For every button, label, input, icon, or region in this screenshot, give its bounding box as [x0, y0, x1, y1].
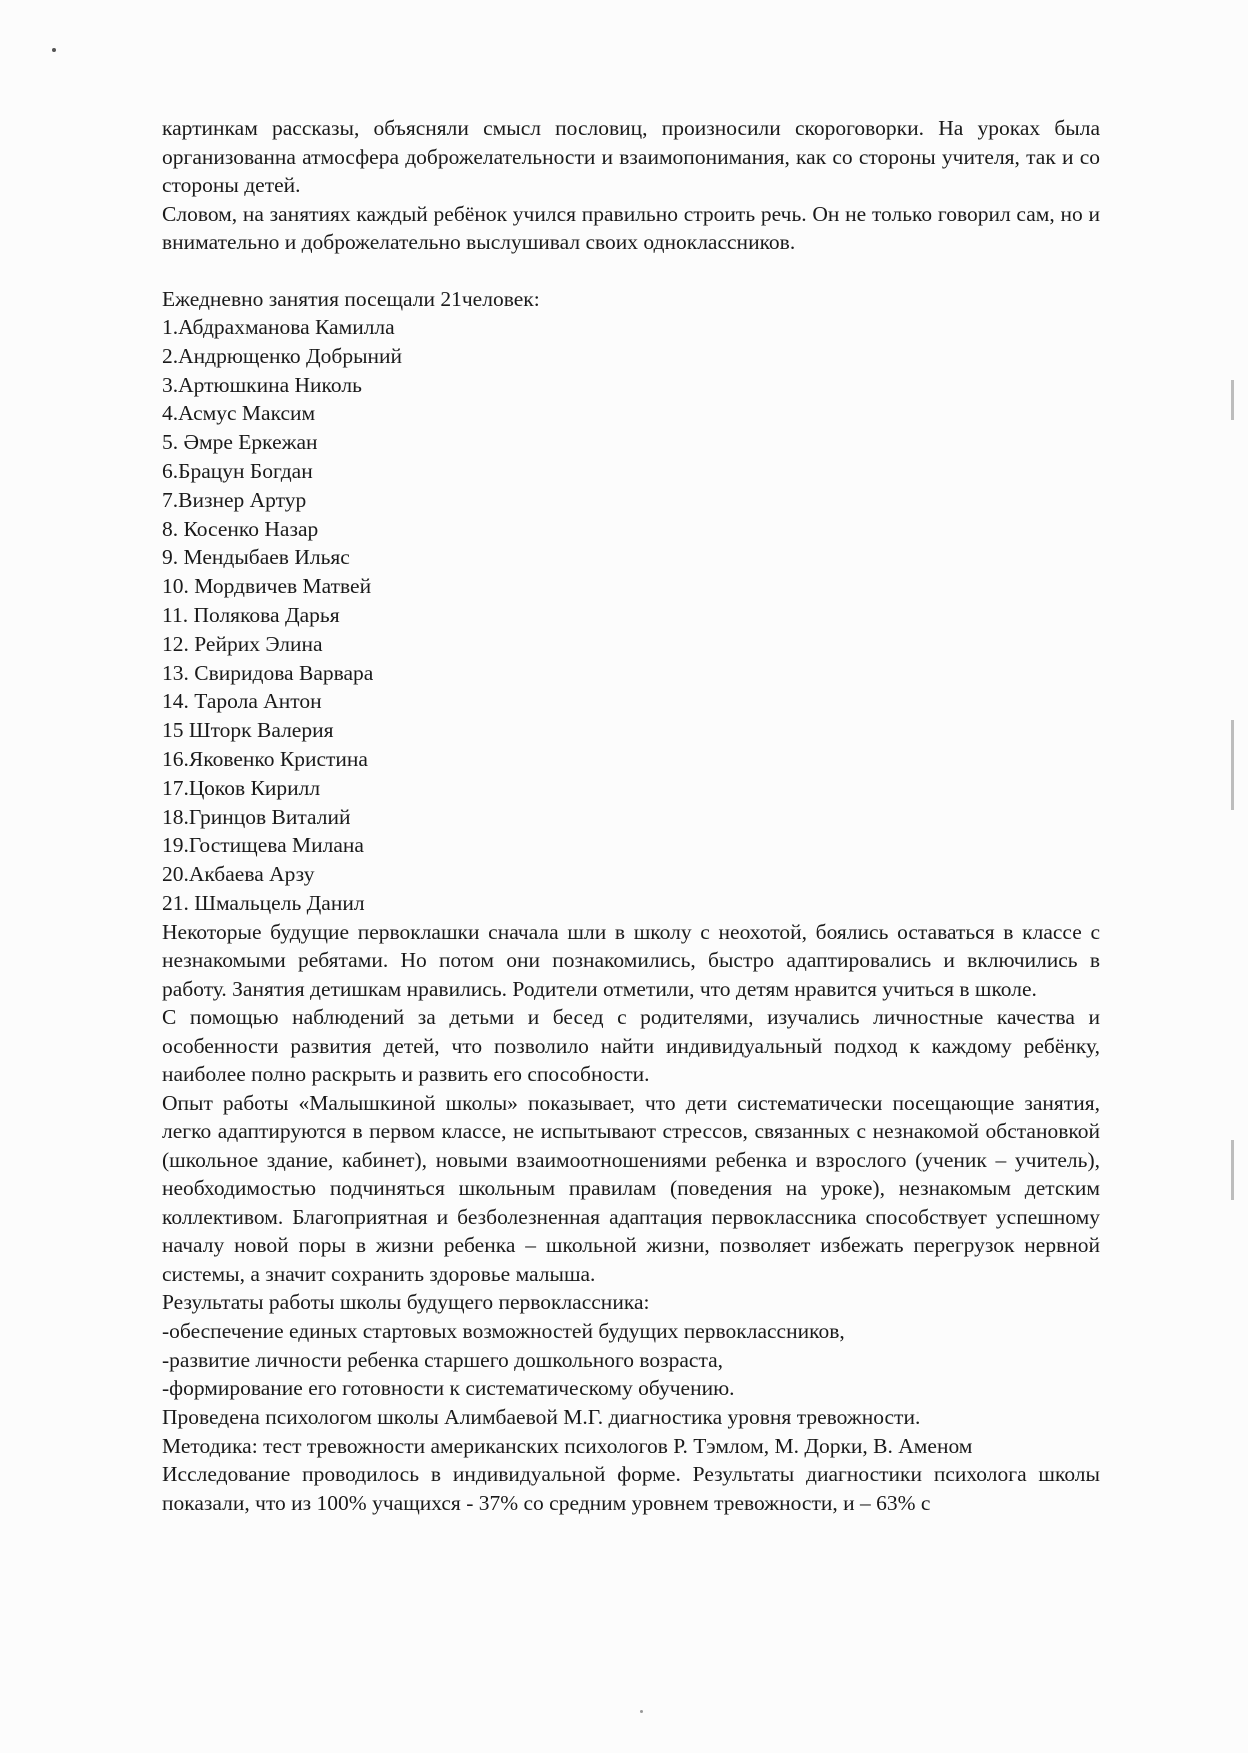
attendance-intro: Ежедневно занятия посещали 21человек: — [162, 286, 540, 311]
scan-edge-mark — [1231, 720, 1234, 810]
paragraph-gap — [162, 257, 1100, 285]
list-item: 21. Шмальцель Данил — [162, 890, 365, 915]
scan-edge-mark — [1231, 1140, 1234, 1200]
list-item: 12. Рейрих Элина — [162, 631, 323, 656]
list-item: -обеспечение единых стартовых возможностей будущих первоклассников, — [162, 1318, 845, 1343]
student-list — [162, 313, 1100, 918]
list-item: 7.Визнер Артур — [162, 487, 307, 512]
list-item: 18.Гринцов Виталий — [162, 804, 351, 829]
list-item: -формирование его готовности к систематическому обучению. — [162, 1376, 735, 1401]
scan-edge-mark — [1231, 380, 1234, 420]
results-list — [162, 1317, 1100, 1403]
list-item: 9. Мендыбаев Ильяс — [162, 545, 350, 570]
list-item: 14. Тарола Антон — [162, 689, 322, 714]
paragraph-intro-2: Словом, на занятиях каждый ребёнок учился правильно строить речь. Он не только говорил сам, но и внимательно и доброжелательно выслушивал своих одноклассников. — [162, 201, 1100, 254]
list-item: 1.Абдрахманова Камилла — [162, 315, 395, 339]
list-item: 15 Шторк Валерия — [162, 718, 334, 743]
list-item: 17.Цоков Кирилл — [162, 775, 321, 800]
list-item: 3.Артюшкина Николь — [162, 372, 362, 397]
paragraph-adaptation: Некоторые будущие первоклашки сначала шли в школу с неохотой, боялись оставаться в классе с незнакомыми ребятами. Но потом они познакомились, быстро адаптировались и включились в работу. Занятия детишкам нравились. Родители отметили, что детям нравится учиться в школе. — [162, 919, 1100, 1001]
list-item: 20.Акбаева Арзу — [162, 862, 315, 887]
paragraph-methodology: Методика: тест тревожности американских психологов Р. Тэмлом, М. Дорки, В. Аменом — [162, 1433, 973, 1458]
list-item: 2.Андрющенко Добрыний — [162, 343, 403, 368]
list-item: 6.Брацун Богдан — [162, 458, 313, 483]
paragraph-diagnostics: Проведена психологом школы Алимбаевой М.Г. диагностика уровня тревожности. — [162, 1405, 921, 1430]
list-item: 5. Әмре Еркежан — [162, 430, 318, 455]
list-item: 13. Свиридова Варвара — [162, 660, 374, 685]
paragraph-observation: С помощью наблюдений за детьми и бесед с родителями, изучались личностные качества и особенности развития детей, что позволило найти индивидуальный подход к каждому ребёнку, наиболее полно раскрыть и развить его способности. — [162, 1005, 1100, 1087]
document-body — [162, 114, 1100, 1517]
scan-speck — [52, 48, 56, 52]
results-intro: Результаты работы школы будущего первоклассника: — [162, 1290, 650, 1315]
list-item: 19.Гостищева Милана — [162, 833, 364, 858]
list-item: -развитие личности ребенка старшего дошкольного возраста, — [162, 1347, 724, 1372]
list-item: 4.Асмус Максим — [162, 401, 316, 426]
scan-speck — [640, 1710, 643, 1713]
paragraph-research: Исследование проводилось в индивидуальной форме. Результаты диагностики психолога школы показали, что из 100% учащихся - 37% со средним уровнем тревожности, и – 63% с — [162, 1462, 1100, 1515]
paragraph-intro-1: картинкам рассказы, объясняли смысл пословиц, произносили скороговорки. На уроках была организованна атмосфера доброжелательности и взаимопонимания, как со стороны учителя, так и со стороны детей. — [162, 116, 1100, 197]
list-item: 11. Полякова Дарья — [162, 602, 340, 627]
list-item: 16.Яковенко Кристина — [162, 746, 368, 771]
paragraph-experience: Опыт работы «Малышкиной школы» показывает, что дети систематически посещающие занятия, легко адаптируются в первом классе, не испытывают стрессов, связанных с незнакомой обстановкой (школьное здание, кабинет), новыми взаимоотношениями ребенка и взрослого (ученик – учитель), необходимостью подчиняться школьным правилам (поведения на уроке), незнакомым детским коллективом. Благоприятная и безболезненная адаптация первоклассника способствует успешному началу новой поры в жизни ребенка – школьной жизни, позволяет избежать перегрузок нервной системы, а значит сохранить здоровье малыша. — [162, 1090, 1100, 1286]
list-item: 10. Мордвичев Матвей — [162, 574, 372, 599]
list-item: 8. Косенко Назар — [162, 516, 319, 541]
